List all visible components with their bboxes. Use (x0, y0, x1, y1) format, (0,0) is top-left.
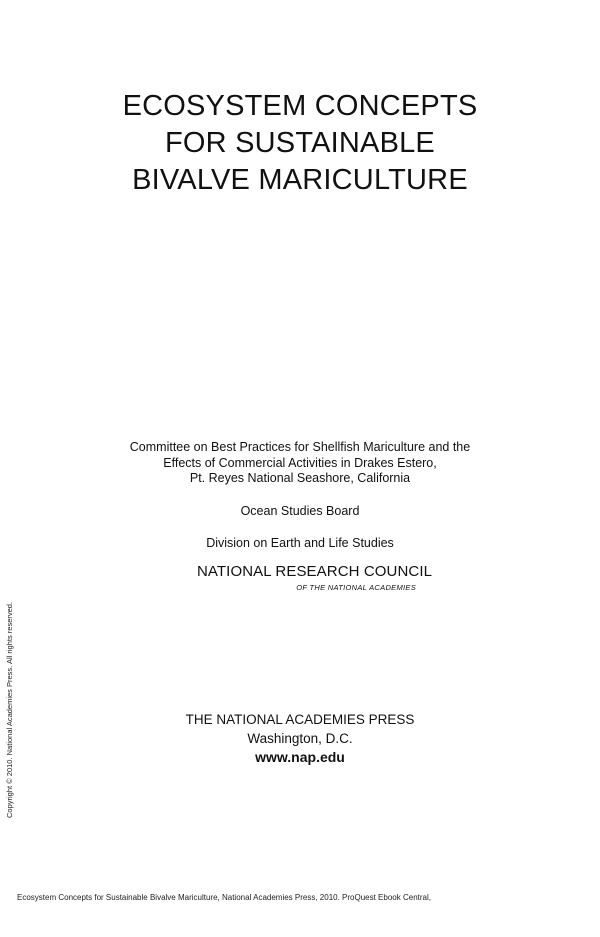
publisher-block (0, 710, 600, 767)
citation-footer: Ecosystem Concepts for Sustainable Bivalve Mariculture, National Academies Press, 2010. ProQuest Ebook Central, (17, 893, 431, 902)
publisher-city: Washington, D.C. (247, 731, 353, 746)
book-title (0, 88, 600, 199)
division-name: Division on Earth and Life Studies (206, 536, 394, 550)
copyright-notice: Copyright © 2010. National Academies Press. All rights reserved. (5, 601, 14, 818)
council-name: NATIONAL RESEARCH COUNCIL (197, 563, 433, 580)
book-title-line: ECOSYSTEM CONCEPTS (122, 90, 478, 122)
publisher-url: www.nap.edu (255, 749, 345, 765)
committee-line: Committee on Best Practices for Shellfish Mariculture and the (129, 440, 471, 454)
book-title-line: FOR SUSTAINABLE (165, 127, 435, 159)
board-name: Ocean Studies Board (240, 504, 360, 518)
book-title-line: BIVALVE MARICULTURE (132, 164, 468, 196)
committee-name (0, 440, 600, 487)
committee-line: Effects of Commercial Activities in Drakes Estero, (163, 455, 437, 470)
publisher-name: THE NATIONAL ACADEMIES PRESS (185, 712, 415, 727)
council-subtitle: OF THE NATIONAL ACADEMIES (296, 583, 416, 592)
committee-line: Pt. Reyes National Seashore, California (189, 471, 411, 485)
